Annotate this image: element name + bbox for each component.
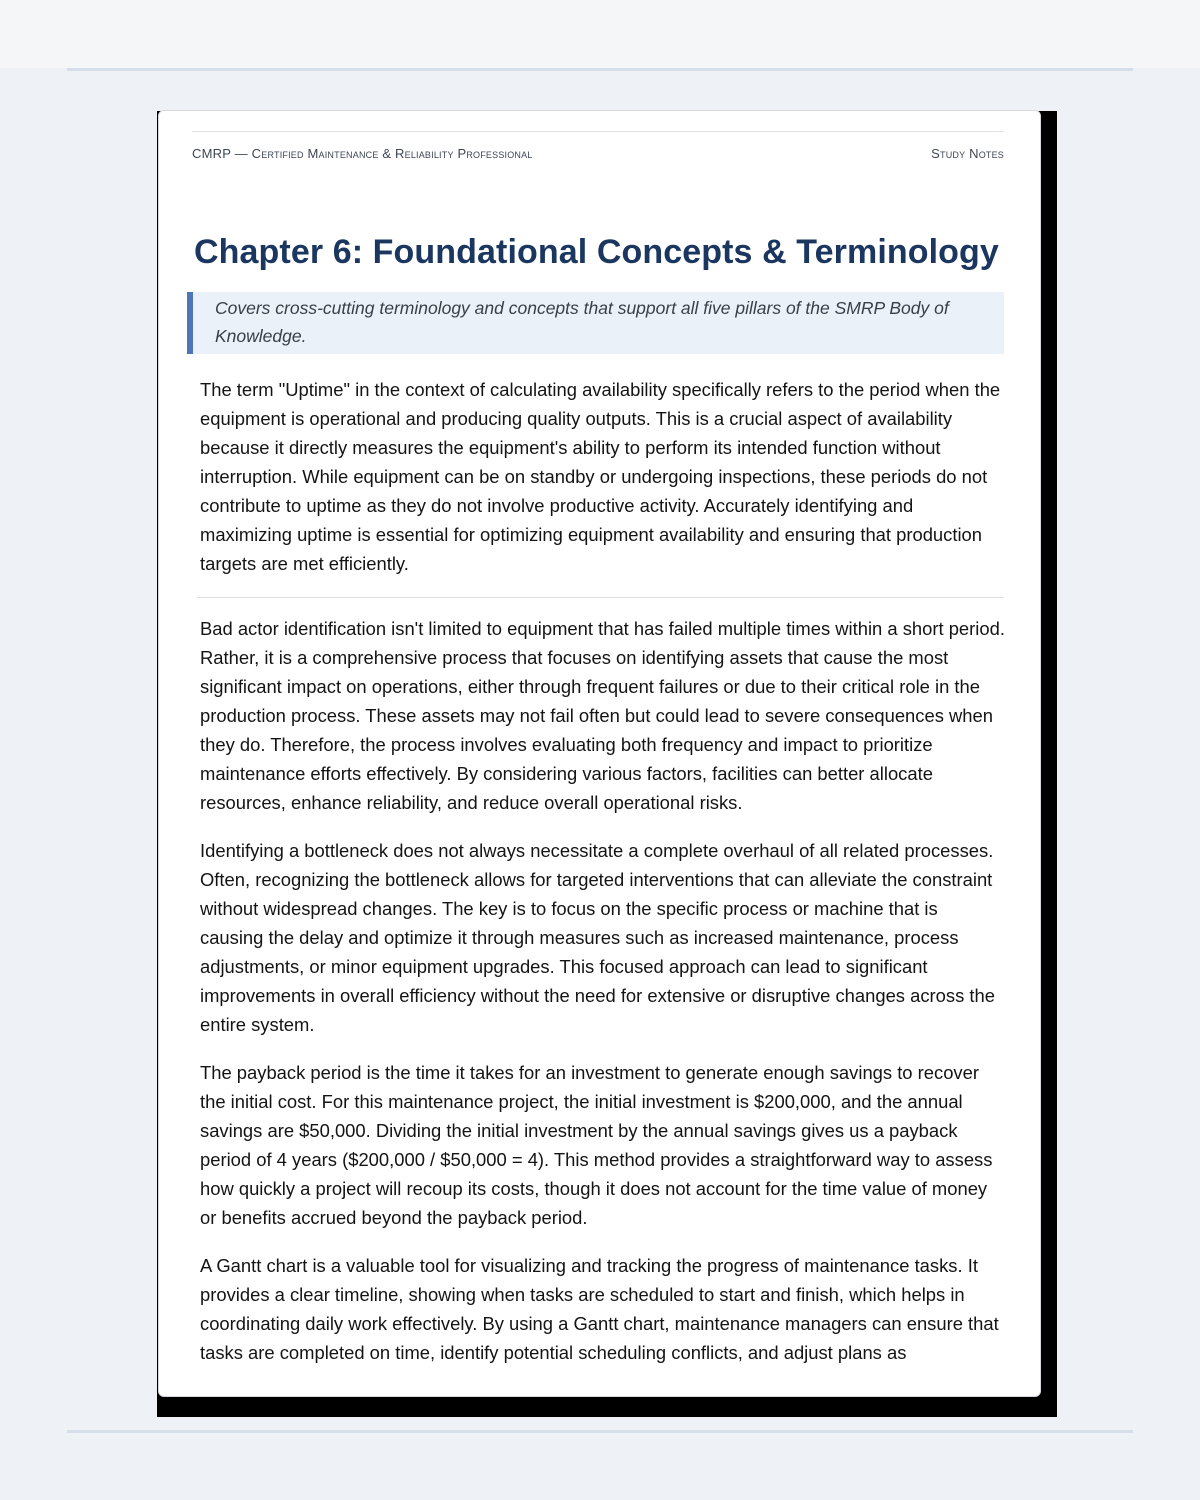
running-header-left: CMRP — Certified Maintenance & Reliability Professional [192,146,533,161]
paragraph-uptime: The term "Uptime" in the context of calculating availability specifically refers to the period when the equipment is operational and producing quality outputs. This is a crucial aspect of availability because it directly measures the equipment's ability to perform its intended function without interruption. While equipment can be on standby or undergoing inspections, these periods do not contribute to uptime as they do not involve productive activity. Accurately identifying and maximizing uptime is essential for optimizing equipment availability and ensuring that production targets are met efficiently. [200,379,1001,574]
body-text [200,375,1006,1386]
document-page [158,110,1041,1397]
paragraph-gantt: A Gantt chart is a valuable tool for visualizing and tracking the progress of maintenance tasks. It provides a clear timeline, showing when tasks are scheduled to start and finish, which helps in coordinating daily work effectively. By using a Gantt chart, maintenance managers can ensure that tasks are completed on time, identify potential scheduling conflicts, and adjust plans as [200,1255,999,1363]
paragraph-bad-actor: Bad actor identification isn't limited to equipment that has failed multiple times within a short period. Rather, it is a comprehensive process that focuses on identifying assets that cause the most significant impact on operations, either through frequent failures or due to their critical role in the production process. These assets may not fail often but could lead to severe consequences when they do. Therefore, the process involves evaluating both frequency and impact to prioritize maintenance efforts effectively. By considering various factors, facilities can better allocate resources, enhance reliability, and reduce overall operational risks. [200,618,1005,813]
paragraph-payback: The payback period is the time it takes for an investment to generate enough savings to recover the initial cost. For this maintenance project, the initial investment is $200,000, and the annual savings are $50,000. Dividing the initial investment by the annual savings gives us a payback period of 4 years ($200,000 / $50,000 = 4). This method provides a straightforward way to assess how quickly a project will recoup its costs, though it does not account for the time value of money or benefits accrued beyond the payback period. [200,1062,993,1228]
paragraph-bottleneck: Identifying a bottleneck does not always necessitate a complete overhaul of all related processes. Often, recognizing the bottleneck allows for targeted interventions that can alleviate the constraint without widespread changes. The key is to focus on the specific process or machine that is causing the delay and optimize it through measures such as increased maintenance, process adjustments, or minor equipment upgrades. This focused approach can lead to significant improvements in overall efficiency without the need for extensive or disruptive changes across the entire system. [200,840,995,1035]
section-divider [197,597,1004,598]
top-band [0,0,1200,68]
running-header-right: Study Notes [931,146,1004,161]
chapter-abstract: Covers cross-cutting terminology and concepts that support all five pillars of the SMRP Body of Knowledge. [187,292,1004,354]
top-rule [67,68,1133,71]
chapter-title: Chapter 6: Foundational Concepts & Terminology [194,233,999,271]
running-header [192,131,1004,161]
bottom-rule [67,1430,1133,1433]
